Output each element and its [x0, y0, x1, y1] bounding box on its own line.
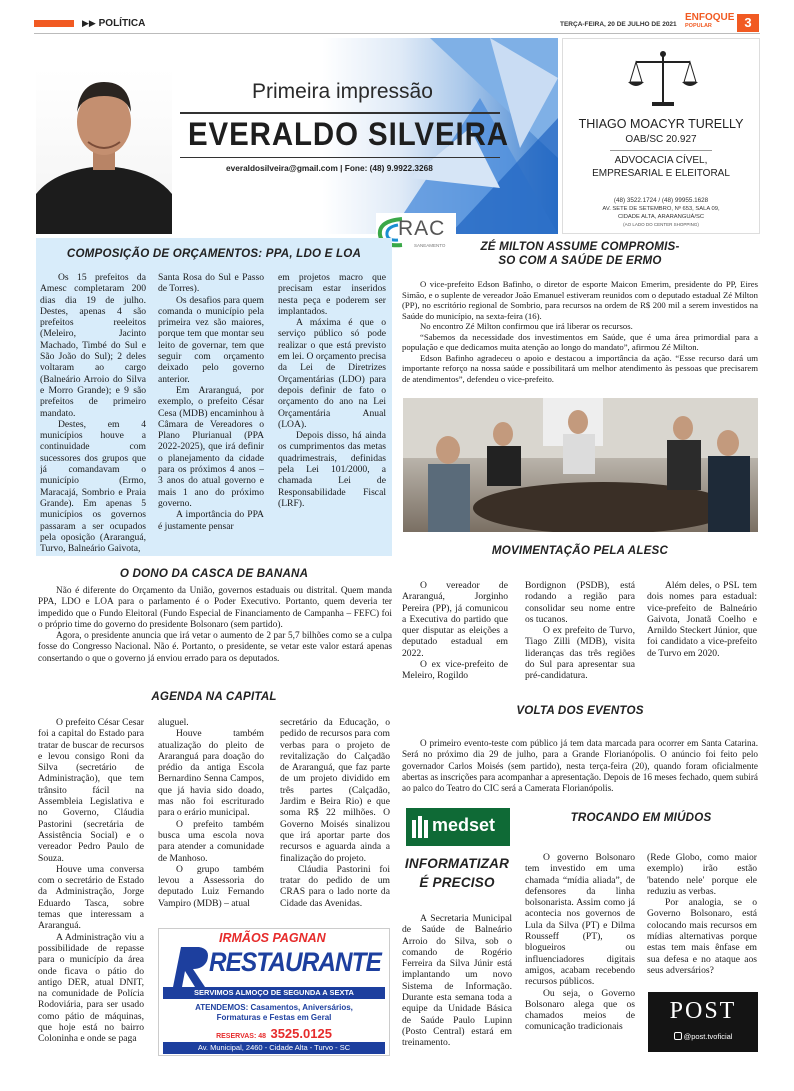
kicker-rule	[180, 112, 500, 114]
name-rule	[180, 157, 500, 158]
header-accent-bar	[34, 20, 74, 27]
post-ad	[648, 992, 758, 1052]
column-kicker: Primeira impressão	[252, 80, 433, 103]
rac-logo-text: RAC	[398, 217, 446, 240]
informatizar-body: A Secretaria Municipal de Saúde de Balneário Arroio do Silva, sob o comando de Rogério Ferreira da Silva Júnir está implantando um novo Sistema de Informação. Durante esta semana toda a equipe da Unidade Básica de Saúde Paulo Lupinn (Posto Central) estará em treinamento.	[402, 913, 512, 1049]
miudos-col-1: O governo Bolsonaro tem investido em uma chamada “mídia aliada”, de defensores da linha bolsonarista. Assim como já aconteciа nos governos de Lula da Silva (PT) e Dilma Rousseff (PT), os blogueiros ou influenciadores digitais amigos, acabam recebendo recursos públicos. Ou seja, o Governo Bolsonaro alega que os chamados meios de comunicação tradicionais	[525, 852, 635, 1033]
post-logo: POST	[669, 998, 737, 1024]
post-handle: @post.tvoficial	[648, 1032, 758, 1041]
lawyer-address-1: AV. SETE DE SETEMBRO, Nº 653, SALA 09,	[602, 206, 720, 212]
alesc-col-3: Além deles, o PSL tem dois nomes para estadual: vice-prefeito de Balneário Gaivota, Jonatã Coelho e Arnildo Steckert Júnior, que foi candidato a vice-prefeito de Turvo em 2020.	[647, 580, 757, 659]
lawyer-address-3: (AO LADO DO CENTER SHOPPING)	[623, 222, 699, 227]
restaurant-events-1: ATENDEMOS: Casamentos, Aniversários,	[195, 1003, 353, 1012]
restaurant-name: RESTAURANTE	[209, 947, 381, 977]
zemilton-heading-2: SO COM A SAÚDE DE ERMO	[498, 254, 662, 267]
meeting-scene	[403, 398, 758, 532]
miudos-col-2: (Rede Globo, como maior exemplo) irão estão 'batendo nele' porque ele reduziu as verbas. Por analogia, se o Governo Bolsonaro, está colocando mais recursos em mídias alternativas porque estas tem mais ênfase em sua defesa e no ataque aos seus adversários?	[647, 852, 757, 976]
restaurant-address: Av. Municipal, 2460 - Cidade Alta - Turvo - SC	[163, 1042, 385, 1054]
medset-bars-icon	[412, 816, 430, 838]
restaurant-ad	[158, 928, 390, 1056]
lawyer-area-2: EMPRESARIAL E ELEITORAL	[592, 168, 730, 179]
zemilton-body: O vice-prefeito Edson Bafinho, o diretor de esporte Maicon Emerim, presidente do PP, Eires Simão, e o suplente de vereador João Emanuel estiveram reunidos com o deputado estadual Zé Milton (PP), no escritório regional de Sombrio, para recursos na ordem de R$ 200 mil a serem investidos na Saúde do município, na sexta-feira (16). No encontro Zé Milton confirmou que irá liberar os recursos. “Sabemos da necessidade dos investimentos em Saúde, que é uma área primordial para a população e que dedicamos muita atenção ao longo do mandato”, afirmou Zé Milton. Edson Bafinho agradeceu o apoio e destacou a importância da ação. “Esse recurso dará um importante reforço na nossa saúde e possibilitará um melhor atendimento às pessoas que precisarem de atendimentos”, defendeu o vice-prefeito.	[402, 279, 758, 384]
miudos-heading: TROCANDO EM MIÚDOS	[570, 811, 712, 824]
lawyer-area-1: ADVOCACIA CÍVEL,	[614, 155, 708, 166]
eventos-body: O primeiro evento-teste com público já tem data marcada para ocorrer em Santa Catarina. Será no próximo dia 29 de julho, para a Grande Florianópolis. O anúncio foi feito pelo governador Carlos Moisés (sem partido), nesta terça-feira (20), quando foram oficialmente abertas as inscrições para acompanhar a apresentação. Depois de 16 meses fechado, quem subirá ao palco do Teatro do CIC será a Camerata Florianópolis.	[402, 738, 758, 794]
alesc-col-1: O vereador de Araranguá, Jorginho Pereira (PP), já comunicou a Executiva do partido que quer disputar as eleições a deputado estadual em 2022. O ex vice-prefeito de Meleiro, Rogildo	[402, 580, 508, 682]
columnist-contact: everaldosilveira@gmail.com | Fone: (48) 9.9922.3268	[226, 163, 433, 173]
meeting-photo	[403, 398, 758, 532]
section-label: ▶▶ POLÍTICA	[82, 18, 146, 29]
informatizar-heading-1: INFORMATIZAR	[404, 856, 510, 871]
alesc-heading: MOVIMENTAÇÃO PELA ALESC	[491, 544, 669, 557]
restaurant-served: SERVIMOS ALMOÇO DE SEGUNDA A SEXTA	[163, 987, 385, 999]
lawyer-phone: (48) 3522.1724 / (48) 99955.1628	[613, 197, 709, 204]
instagram-icon	[674, 1032, 682, 1040]
rac-sub: SANEAMENTO	[414, 243, 446, 248]
restaurant-r-monogram-icon	[169, 943, 213, 989]
restaurant-top: IRMÃOS PAGNAN	[219, 931, 326, 945]
banana-heading: O DONO DA CASCA DE BANANA	[119, 567, 309, 580]
person-portrait-icon	[36, 54, 172, 234]
header-rule	[34, 33, 760, 34]
issue-date: TERÇA-FEIRA, 20 DE JULHO DE 2021	[560, 21, 677, 28]
lawyer-name: THIAGO MOACYR TURELLY	[578, 117, 744, 131]
medset-logo-text: medset	[432, 815, 496, 835]
informatizar-heading-2: É PRECISO	[419, 875, 495, 890]
columnist-name: EVERALDO SILVEIRA	[188, 116, 509, 152]
scales-of-justice-icon	[628, 48, 698, 110]
budget-heading: COMPOSIÇÃO DE ORÇAMENTOS: PPA, LDO E LOA	[66, 247, 362, 260]
budget-col-3: em projetos macro que precisam estar inseridos nesta peça e poderem ser implantados. A máxima é que o serviço público só pode realizar o que está previsto em lei. O orçamento precisa da Lei de Diretrizes Orçamentárias (LDO) para depois definir de fato o orçamento do ano na Lei Orçamentária Anual (LOA). Depois disso, há ainda os cumprimentos das metas quadrimestrais, definidas pela Lei 101/2000, a chamada Lei de Responsabilidade Fiscal (LRF).	[278, 272, 386, 509]
brand-logo: ENFOQUE POPULAR	[685, 12, 735, 29]
agenda-heading: AGENDA NA CAPITAL	[151, 690, 277, 703]
page-number: 3	[737, 14, 759, 32]
alesc-col-2: Bordignon (PSDB), está rodando a região para consolidar seu nome entre os tucanos. O ex prefeito de Turvo, Tiago Zilli (MDB), visita lideranças das três regiões do Sul para apresentar sua pré-candidatura.	[525, 580, 635, 682]
banana-body: Não é diferente do Orçamento da União, governos estaduais ou distrital. Quem manda PPA, LDO e LOA para o parlamento é o Poder Executivo. Portanto, quem deveria ter impedido que o Fundo Eleitoral (Fundo Especial de Financiamento de Campanha – FEFC) foi o próprio time do governo do presidente Bolsonaro (sem partido). Agora, o presidente anuncia que irá vetar o aumento de 2 par 5,7 bilhões como se a culpa fosse do Congresso Nacional. Não é. Portanto, o presidente, se vetar este valor estará apenas consertando o que o governo já enviou errado para os deputados.	[38, 586, 392, 664]
double-chevron-icon: ▶▶	[82, 18, 96, 28]
zemilton-heading-1: ZÉ MILTON ASSUME COMPROMIS-	[480, 240, 680, 253]
restaurant-reserve: RESERVAS: 48 3525.0125	[216, 1026, 332, 1041]
medset-ad	[406, 808, 510, 846]
agenda-col-2: aluguel. Houve também atualização do pleito de Araranguá para doação do prédio da antiga Escola Bernardino Senna Campos, que já havia sido doado, mas não foi escriturado para o erário municipal. O prefeito também busca uma escola nova para atender a comunidade de Manhoso. O grupo também levou a Assessoria do deputado Luiz Fernando Vampiro (MDB) – atual	[158, 717, 264, 909]
columnist-photo	[36, 54, 172, 234]
lawyer-oab: OAB/SC 20.927	[625, 134, 697, 145]
budget-col-1: Os 15 prefeitos da Amesc completaram 200 dias dia 19 de julho. Destes, apenas 4 são prefeitos reeleitos (Meleiro, Jacinto Machado, Timbé do Sul e São João do Sul); 2 deles voltaram ao cargo (Balneário Arroio do Silva e Morro Grande); e 9 são prefeitos de primeiro mandato. Destes, em 4 municípios houve a continuidade com sucessores dos grupos que já comandavam o município (Ermo, Maracajá, Sombrio e Praia Grande). Em apenas 5 municípios os governos passaram a ser ocupados pela oposição (Araranguá, Turvo, Balneário Gaivota,	[40, 272, 146, 554]
lawyer-rule	[610, 150, 712, 151]
lawyer-address-2: CIDADE ALTA, ARARANGUÁ/SC	[617, 214, 705, 220]
eventos-heading: VOLTA DOS EVENTOS	[516, 704, 644, 717]
agenda-col-3: secretário da Educação, o pedido de recursos para com verbas para o projeto de revitalização do Calçadão de Araranguá, que faz parte de um projeto dividido em três partes (Calçadão, Jardim e Beira Rio) e que soma R$ 22 milhões. O Governo Moisés sinalizou que irá aportar parte dos recursos e aguarda ainda a finalização do projeto. Cláudia Pastorini foi tratar do pedido de um CRAS para o lado norte da Cidade das Avenidas.	[280, 717, 390, 909]
budget-col-2: Santa Rosa do Sul e Passo de Torres). Os desafios para quem comanda o município pela primeira vez são maiores, porque tem que montar seu leito de governar, tem que seguir com orçamento deixado pelo governo anterior. Em Araranguá, por exemplo, o prefeito César Cesa (MDB) encaminhou à Câmara de Vereadores o Plano Plurianual (PPA 2022-2025), que irá definir o planejamento da cidade para os próximos 4 anos – 3 anos do atual governo e mais 1 ano do próximo governo. A importância do PPA é justamente pensar	[158, 272, 264, 532]
restaurant-events-2: Formaturas e Festas em Geral	[216, 1013, 332, 1022]
agenda-col-1: O prefeito César Cesar foi a capital do Estado para tratar de buscar de recursos e levou consigo Roni da Silva (secretário de Administração), que tem trânsito fácil na Assembleia Legislativa e no Governo, Cláudia Pastorini (secretária de Assistência Social) e o vereador Pedro Paulo de Souza. Houve uma conversa com o secretário de Estado da Administração, Jorge Eduardo Tasca, sobre temas que interessam a Araranguá. A Administração viu a possibilidade de repasse para o município da área onde ficava o pátio do antigo DER, atual DNIT, na comunidade de Polícia Rodoviária, para ser usado como pátio de máquinas, que hoje está no bairro Coloninha e onde se paga	[38, 717, 144, 1045]
